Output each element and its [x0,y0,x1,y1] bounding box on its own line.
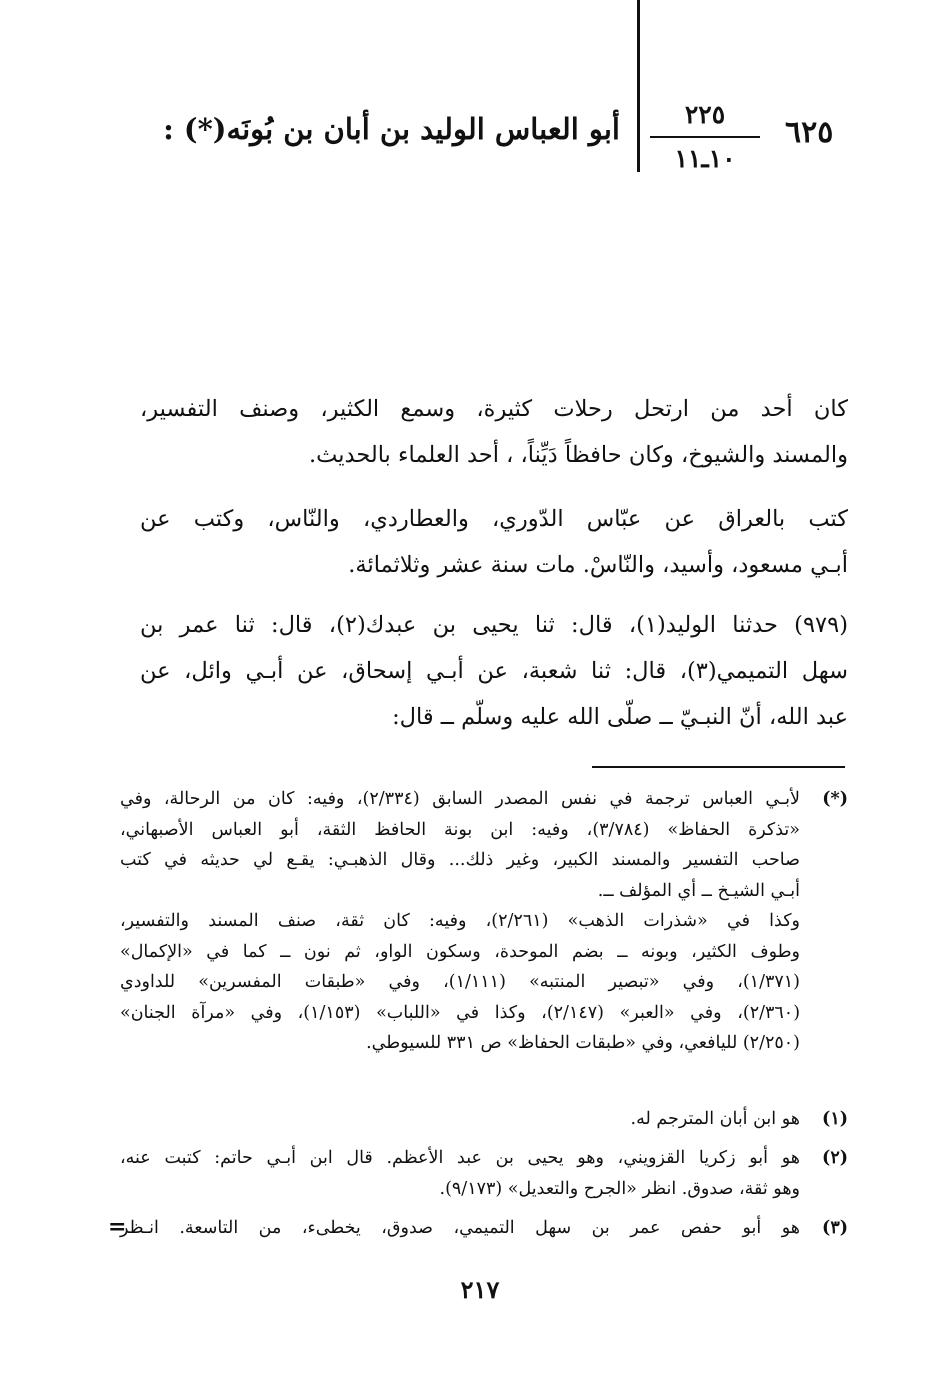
footnote-line: أبـي الشيـخ ــ أي المؤلف ــ. [597,880,800,901]
footnote-line: وهو ثقة، صدوق. انظر «الجرح والتعديل» (٩/١٧٣). [439,1178,800,1199]
entry-title: أبو العباس الوليد بن أبان بن بُونَه(*) : [163,112,620,146]
footnote-line: لأبـي العباس ترجمة في نفس المصدر السابق (٢/٣٣٤)، وفيه: كان من الرحالة، وفي [120,789,800,809]
fraction-bar [650,136,760,138]
footnote-line: صاحب التفسير والمسند الكبير، وغير ذلك... وقال الذهبـي: يقـع لي حديثه في كتب [120,850,800,870]
footnote-line: (٢/٣٦٠)، وفي «العبر» (٢/١٤٧)، وكذا في «اللباب» (١/١٥٣)، وفي «مرآة الجنان» [120,1002,801,1023]
footnote-line: هو ابن أبان المترجم له. [630,1109,800,1129]
text-line: (٩٧٩) حدثنا الوليد(١)، قال: ثنا يحيى بن عبدك(٢)، قال: ثنا عمر بن [140,612,848,638]
footnote-line: وكذا في «شذرات الذهب» (٢/٢٦١)، وفيه: كان ثقة، صنف المسند والتفسير، [120,911,800,931]
text-line: والمسند والشيوخ، وكان حافظاً دَيِّناً، ، أحد العلماء بالحديث. [309,442,848,468]
footnote-divider [592,766,845,768]
footnote-line: هو أبو حفص عمر بن سهل التميمي، صدوق، يخطىء، من التاسعة. انـظر [120,1218,800,1238]
text-line: سهل التميمي(٣)، قال: ثنا شعبة، عن أبـي إسحاق، عن أبـي وائل، عن [140,658,848,684]
page-number: ٢١٧ [460,1275,500,1304]
hadith-paragraph [140,602,848,740]
footnote-marker: (*) [822,789,848,809]
entry-fraction [650,98,760,176]
text-line: كتب بالعراق عن عبّاس الدّوري، والعطاردي، والنّاس، وكتب عن [140,506,848,532]
footnote-line: هو أبو زكريا القزويني، وهو يحيى بن عبد الأعظم. قال ابن أبـي حاتم: كتبت عنه، [120,1148,800,1168]
fraction-bottom: ١٠ـ١١ [674,144,736,173]
text-line: أبـي مسعود، وأسيد، والنّاسْ. مات سنة عشر وثلاثمائة. [348,552,848,578]
text-line: عبد الله، أنّ النبـيّ ــ صلّى الله عليه وسلّم ــ قال: [392,704,848,730]
footnote-2 [120,1143,848,1204]
biography-paragraph [140,386,848,478]
footnote-line: وطوف الكثير، وبونه ــ بضم الموحدة، وسكون الواو، ثم نون ــ كما في «الإكمال» [120,941,800,962]
footnote-marker: (٢) [822,1148,848,1168]
entry-number: ٦٢٥ [785,115,834,150]
fraction-top: ٢٢٥ [684,100,726,129]
footnote-3 [120,1213,848,1244]
footnote-marker: (١) [822,1109,848,1129]
footnote-marker: (٣) [822,1218,848,1238]
footnote-line: (١/٣٧١)، وفي «تبصير المنتبه» (١/١١١)، وفي «طبقات المفسرين» للداودي [120,972,800,992]
footnote-line: (٢/٢٥٠) لليافعي، وفي «طبقات الحفاظ» ص ٣٣١ للسيوطي. [366,1033,800,1053]
footnote-1 [120,1104,848,1135]
footnote-star [120,784,848,1059]
text-line: كان أحد من ارتحل رحلات كثيرة، وسمع الكثير، وصنف التفسير، [140,396,848,422]
header-vertical-rule [637,0,640,172]
teachers-paragraph [140,496,848,588]
continuation-mark: = [108,1214,127,1240]
footnote-line: «تذكرة الحفاظ» (٣/٧٨٤)، وفيه: ابن بونة الحافظ الثقة، أبو العباس الأصبهاني، [120,819,800,840]
